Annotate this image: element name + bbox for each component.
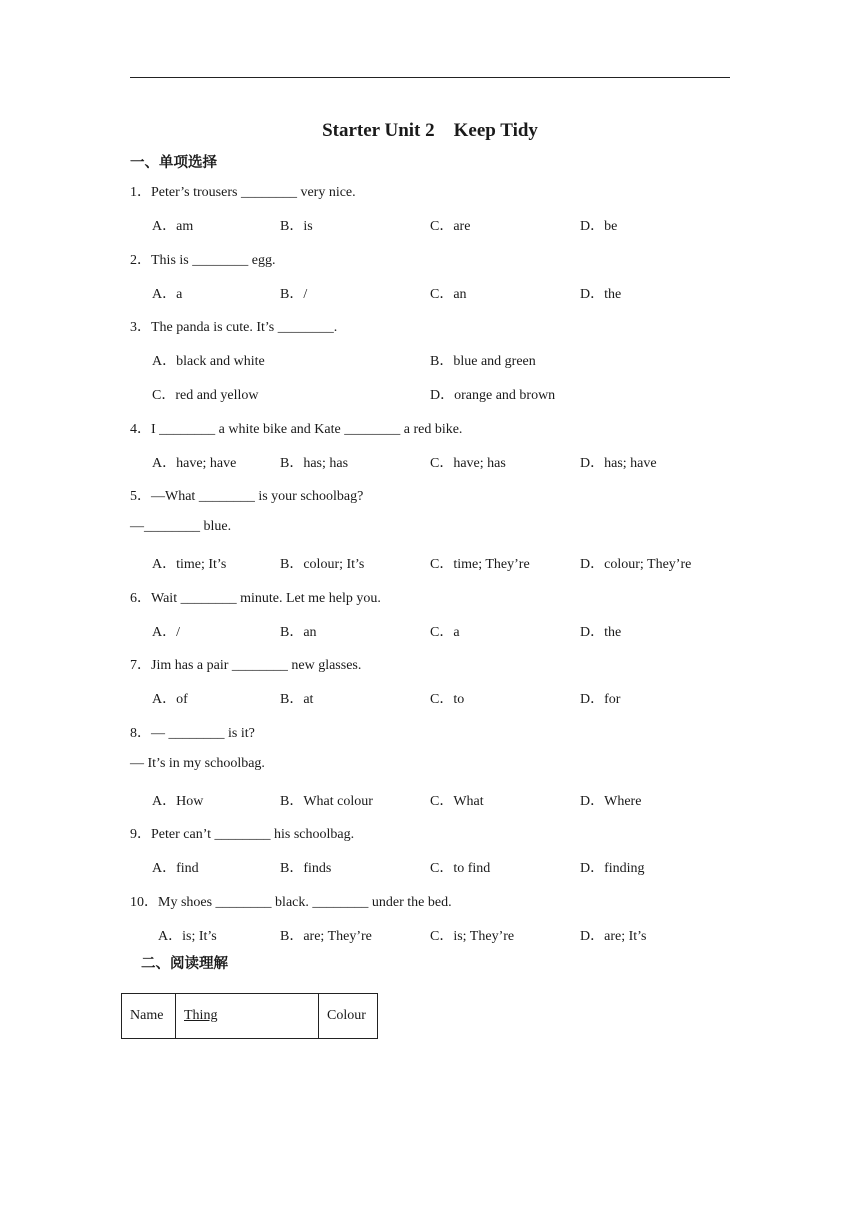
option-c: C．have; has	[430, 456, 506, 471]
question-stem: 8．— ________ is it?	[130, 726, 255, 741]
option-c: C．a	[430, 625, 460, 640]
option-a: A．a	[152, 287, 183, 302]
option-c: C．red and yellow	[152, 388, 259, 403]
option-b: B．colour; It’s	[280, 557, 365, 572]
option-a: A．is; It’s	[158, 929, 217, 944]
question-stem: 4．I ________ a white bike and Kate ________ a red bike.	[130, 422, 463, 437]
option-a: A．time; It’s	[152, 557, 227, 572]
table-header-name: Name	[122, 994, 176, 1039]
option-a: A．have; have	[152, 456, 237, 471]
option-d: D．has; have	[580, 456, 657, 471]
section-heading-choice: 一、单项选择	[130, 155, 217, 171]
option-a: A．of	[152, 692, 188, 707]
option-d: D．the	[580, 287, 622, 302]
option-a: A．am	[152, 219, 194, 234]
option-d: D．colour; They’re	[580, 557, 692, 572]
option-b: B．has; has	[280, 456, 349, 471]
option-b: B．What colour	[280, 794, 373, 809]
option-d: D．Where	[580, 794, 642, 809]
question-stem: 3．The panda is cute. It’s ________.	[130, 320, 338, 335]
option-b: B．finds	[280, 861, 332, 876]
option-b: B．blue and green	[430, 354, 536, 369]
option-b: B．at	[280, 692, 314, 707]
question-stem: 7．Jim has a pair ________ new glasses.	[130, 658, 362, 673]
reading-table	[121, 993, 378, 1039]
option-c: C．are	[430, 219, 471, 234]
question-stem-reply: — It’s in my schoolbag.	[130, 756, 265, 771]
option-a: A．black and white	[152, 354, 265, 369]
table-header-colour: Colour	[319, 994, 378, 1039]
option-a: A．How	[152, 794, 204, 809]
option-a: A．/	[152, 625, 180, 640]
option-c: C．What	[430, 794, 484, 809]
option-b: B．is	[280, 219, 313, 234]
question-stem: 2．This is ________ egg.	[130, 253, 276, 268]
option-d: D．the	[580, 625, 622, 640]
option-a: A．find	[152, 861, 199, 876]
option-b: B．are; They’re	[280, 929, 372, 944]
option-d: D．for	[580, 692, 621, 707]
question-stem-reply: —________ blue.	[130, 519, 232, 534]
option-b: B．an	[280, 625, 317, 640]
section-heading-reading: 二、阅读理解	[141, 956, 228, 972]
option-d: D．be	[580, 219, 618, 234]
question-stem: 5．—What ________ is your schoolbag?	[130, 489, 364, 504]
option-d: D．orange and brown	[430, 388, 556, 403]
option-c: C．an	[430, 287, 467, 302]
header-rule	[130, 77, 730, 78]
option-b: B．/	[280, 287, 308, 302]
question-stem: 10．My shoes ________ black. ________ under the bed.	[130, 895, 452, 910]
option-c: C．time; They’re	[430, 557, 530, 572]
option-d: D．are; It’s	[580, 929, 647, 944]
option-c: C．is; They’re	[430, 929, 515, 944]
question-stem: 6．Wait ________ minute. Let me help you.	[130, 591, 381, 606]
table-header-thing: Thing	[176, 994, 319, 1039]
option-c: C．to find	[430, 861, 491, 876]
question-stem: 1．Peter’s trousers ________ very nice.	[130, 185, 356, 200]
option-d: D．finding	[580, 861, 645, 876]
table-row	[122, 994, 378, 1039]
page-title: Starter Unit 2 Keep Tidy	[322, 120, 538, 141]
question-stem: 9．Peter can’t ________ his schoolbag.	[130, 827, 355, 842]
option-c: C．to	[430, 692, 465, 707]
